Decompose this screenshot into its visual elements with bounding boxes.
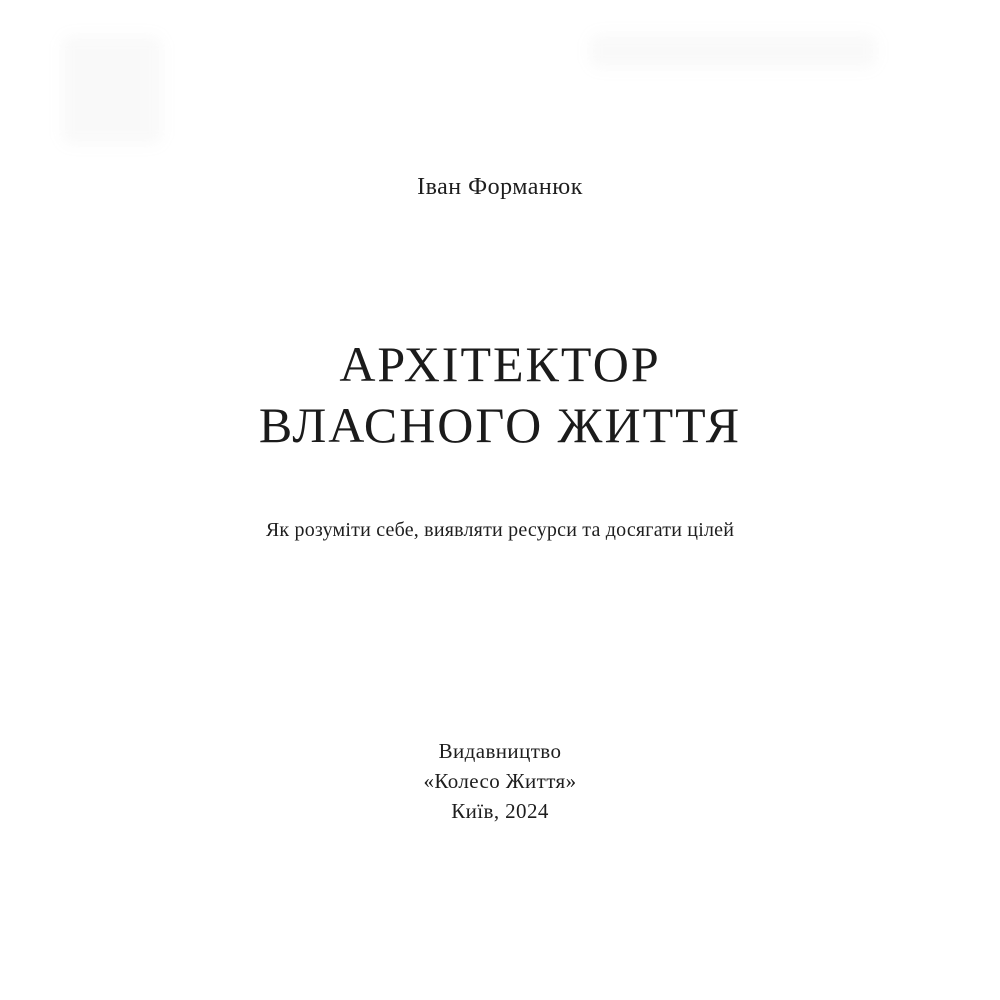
author-name: Іван Форманюк	[417, 174, 583, 200]
faint-watermark-left	[62, 36, 162, 144]
faint-watermark-right	[590, 34, 876, 68]
book-title-line-2: ВЛАСНОГО ЖИТТЯ	[258, 397, 742, 453]
publisher-name: «Колесо Життя»	[423, 769, 577, 793]
city-year: Київ, 2024	[451, 799, 549, 823]
publisher-label: Видавництво	[438, 739, 562, 763]
book-title	[0, 334, 1000, 456]
book-subtitle: Як розуміти себе, виявляти ресурси та досягати цілей	[265, 519, 735, 541]
imprint-block	[0, 736, 1000, 826]
book-title-line-1: АРХІТЕКТОР	[339, 336, 661, 392]
